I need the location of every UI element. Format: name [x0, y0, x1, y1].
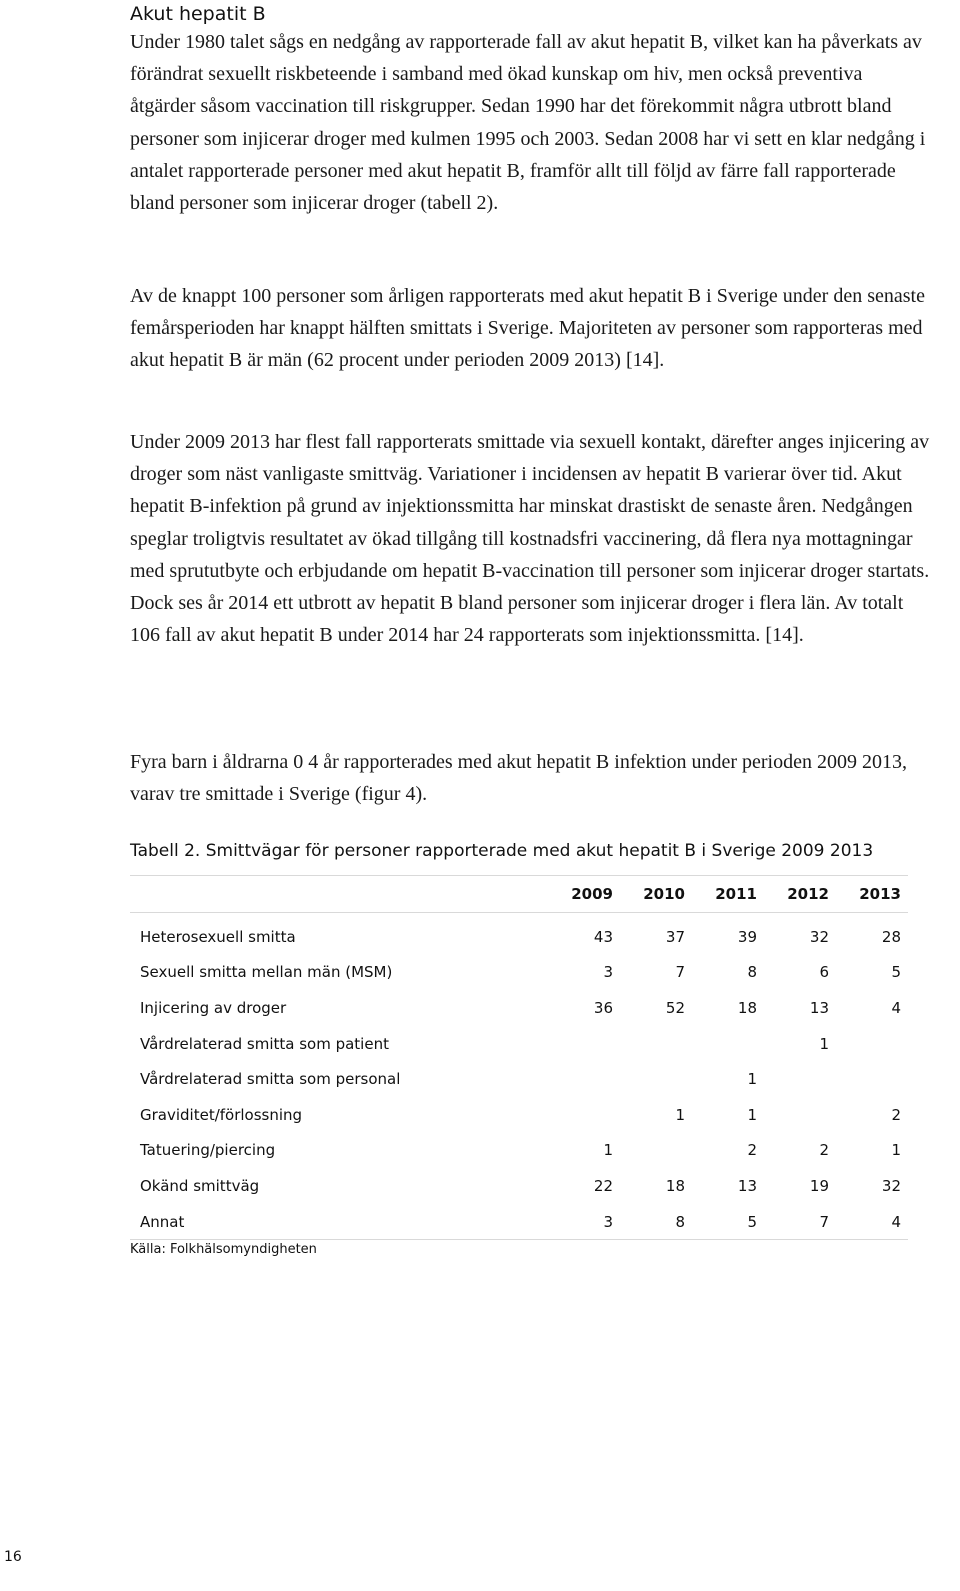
table-row: [130, 1097, 908, 1133]
table-row: [130, 990, 908, 1026]
row-label: Tatuering/piercing: [140, 1141, 276, 1160]
row-label: Graviditet/förlossning: [140, 1105, 303, 1124]
table-cell: 6: [819, 963, 829, 982]
table-cell: 18: [737, 998, 757, 1017]
table-cell: 8: [747, 963, 757, 982]
table-row: [130, 1133, 908, 1169]
table-cell: 2: [819, 1141, 829, 1160]
table-caption: Tabell 2. Smittvägar för personer rapporterade med akut hepatit B i Sverige 2009 2013: [130, 841, 874, 861]
table-cell: 43: [593, 927, 613, 946]
table-cell: 2: [891, 1105, 901, 1124]
table-cell: 8: [675, 1212, 685, 1231]
table-cell: 4: [891, 998, 901, 1017]
paragraph-1: Under 1980 talet sågs en nedgång av rapporterade fall av akut hepatit B, vilket kan ha påverkats av förändrat sexuellt riskbeteende i samband med ökad kunskap om hiv, men också preventiva åtgärder såsom vaccination till riskgrupper. Sedan 1990 har det förekommit några utbrott bland personer som injicerar droger med kulmen 1995 och 2003. Sedan 2008 har vi sett en klar nedgång i antalet rapporterade personer med akut hepatit B, framför allt till följd av färre fall rapporterade bland personer som injicerar droger (tabell 2).: [130, 31, 926, 215]
table-cell: 1: [675, 1105, 685, 1124]
paragraph-3: Under 2009 2013 har flest fall rapporterats smittade via sexuell kontakt, därefter anges injicering av droger som näst vanligaste smittväg. Variationer i incidensen av hepatit B varierar över tid. Akut hepatit B-infektion på grund av injektionssmitta har minskat drastiskt de senaste åren. Nedgången speglar troligtvis resultatet av ökad tillgång till kostnadsfri vaccinering, då flera nya mottagningar med sprututbyte och erbjudande om hepatit B-vaccination till personer som injicerar droger startats. Dock ses år 2014 ett utbrott av hepatit B bland personer som injicerar droger i flera län. Av totalt 106 fall av akut hepatit B under 2014 har 24 rapporterats som injektionssmitta. [14].: [130, 431, 930, 647]
table-cell: 2: [747, 1141, 757, 1160]
table-header-row: [130, 876, 908, 913]
table-cell: [764, 1061, 836, 1097]
table-cell: 5: [891, 963, 901, 982]
year-header-2013: 2013: [859, 885, 901, 903]
row-label: Vårdrelaterad smitta som personal: [140, 1070, 401, 1089]
table-cell: 13: [809, 998, 829, 1017]
table-cell: 52: [665, 998, 685, 1017]
table-cell: 37: [665, 927, 685, 946]
table-cell: 1: [603, 1141, 613, 1160]
table-cell: [620, 1133, 692, 1169]
table-cell: 1: [819, 1034, 829, 1053]
row-label: Okänd smittväg: [140, 1176, 260, 1195]
table-cell: 3: [603, 963, 613, 982]
table-row: [130, 1026, 908, 1062]
table-cell: 32: [881, 1176, 901, 1195]
table-row: [130, 1061, 908, 1097]
table-cell: 7: [819, 1212, 829, 1231]
row-label: Heterosexuell smitta: [140, 927, 296, 946]
table-row: [130, 913, 908, 955]
table-cell: [764, 1097, 836, 1133]
table-row: [130, 1204, 908, 1240]
table-cell: 1: [747, 1070, 757, 1089]
table-cell: 1: [891, 1141, 901, 1160]
table-cell: 13: [737, 1176, 757, 1195]
table-cell: 36: [593, 998, 613, 1017]
row-label: Annat: [140, 1212, 185, 1231]
row-label: Vårdrelaterad smitta som patient: [140, 1034, 389, 1053]
table-cell: 1: [747, 1105, 757, 1124]
table-cell: 22: [593, 1176, 613, 1195]
table-row: [130, 1168, 908, 1204]
paragraph-4: Fyra barn i åldrarna 0 4 år rapporterades med akut hepatit B infektion under perioden 2009 2013, varav tre smittade i Sverige (figur 4).: [130, 751, 907, 806]
table-cell: [836, 1026, 908, 1062]
table-cell: 5: [747, 1212, 757, 1231]
table-source: Källa: Folkhälsomyndigheten: [130, 1242, 317, 1257]
table-cell: [692, 1026, 764, 1062]
year-header-2012: 2012: [787, 885, 829, 903]
table-cell: [548, 1097, 620, 1133]
table-body: [130, 913, 908, 1240]
section-heading: Akut hepatit B: [130, 3, 266, 25]
row-label: Sexuell smitta mellan män (MSM): [140, 963, 393, 982]
year-header-2010: 2010: [643, 885, 685, 903]
table-cell: [548, 1061, 620, 1097]
year-header-2009: 2009: [571, 885, 613, 903]
table-cell: 28: [881, 927, 901, 946]
table-cell: 32: [809, 927, 829, 946]
year-header-2011: 2011: [715, 885, 757, 903]
table-cell: 18: [665, 1176, 685, 1195]
table-header-corner: [130, 876, 548, 913]
table-cell: [620, 1061, 692, 1097]
row-label: Injicering av droger: [140, 998, 287, 1017]
table-cell: [836, 1061, 908, 1097]
table-cell: 39: [737, 927, 757, 946]
table-cell: [548, 1026, 620, 1062]
paragraph-2: Av de knappt 100 personer som årligen rapporterats med akut hepatit B i Sverige under den senaste femårsperioden har knappt hälften smittats i Sverige. Majoriteten av personer som rapporteras med akut hepatit B är män (62 procent under perioden 2009 2013) [14].: [130, 285, 925, 372]
table-row: [130, 955, 908, 991]
page-number: 16: [4, 1549, 22, 1565]
table-cell: 3: [603, 1212, 613, 1231]
table-cell: 19: [809, 1176, 829, 1195]
table-cell: [620, 1026, 692, 1062]
table-cell: 7: [675, 963, 685, 982]
table-cell: 4: [891, 1212, 901, 1231]
transmission-routes-table: [130, 875, 908, 1240]
